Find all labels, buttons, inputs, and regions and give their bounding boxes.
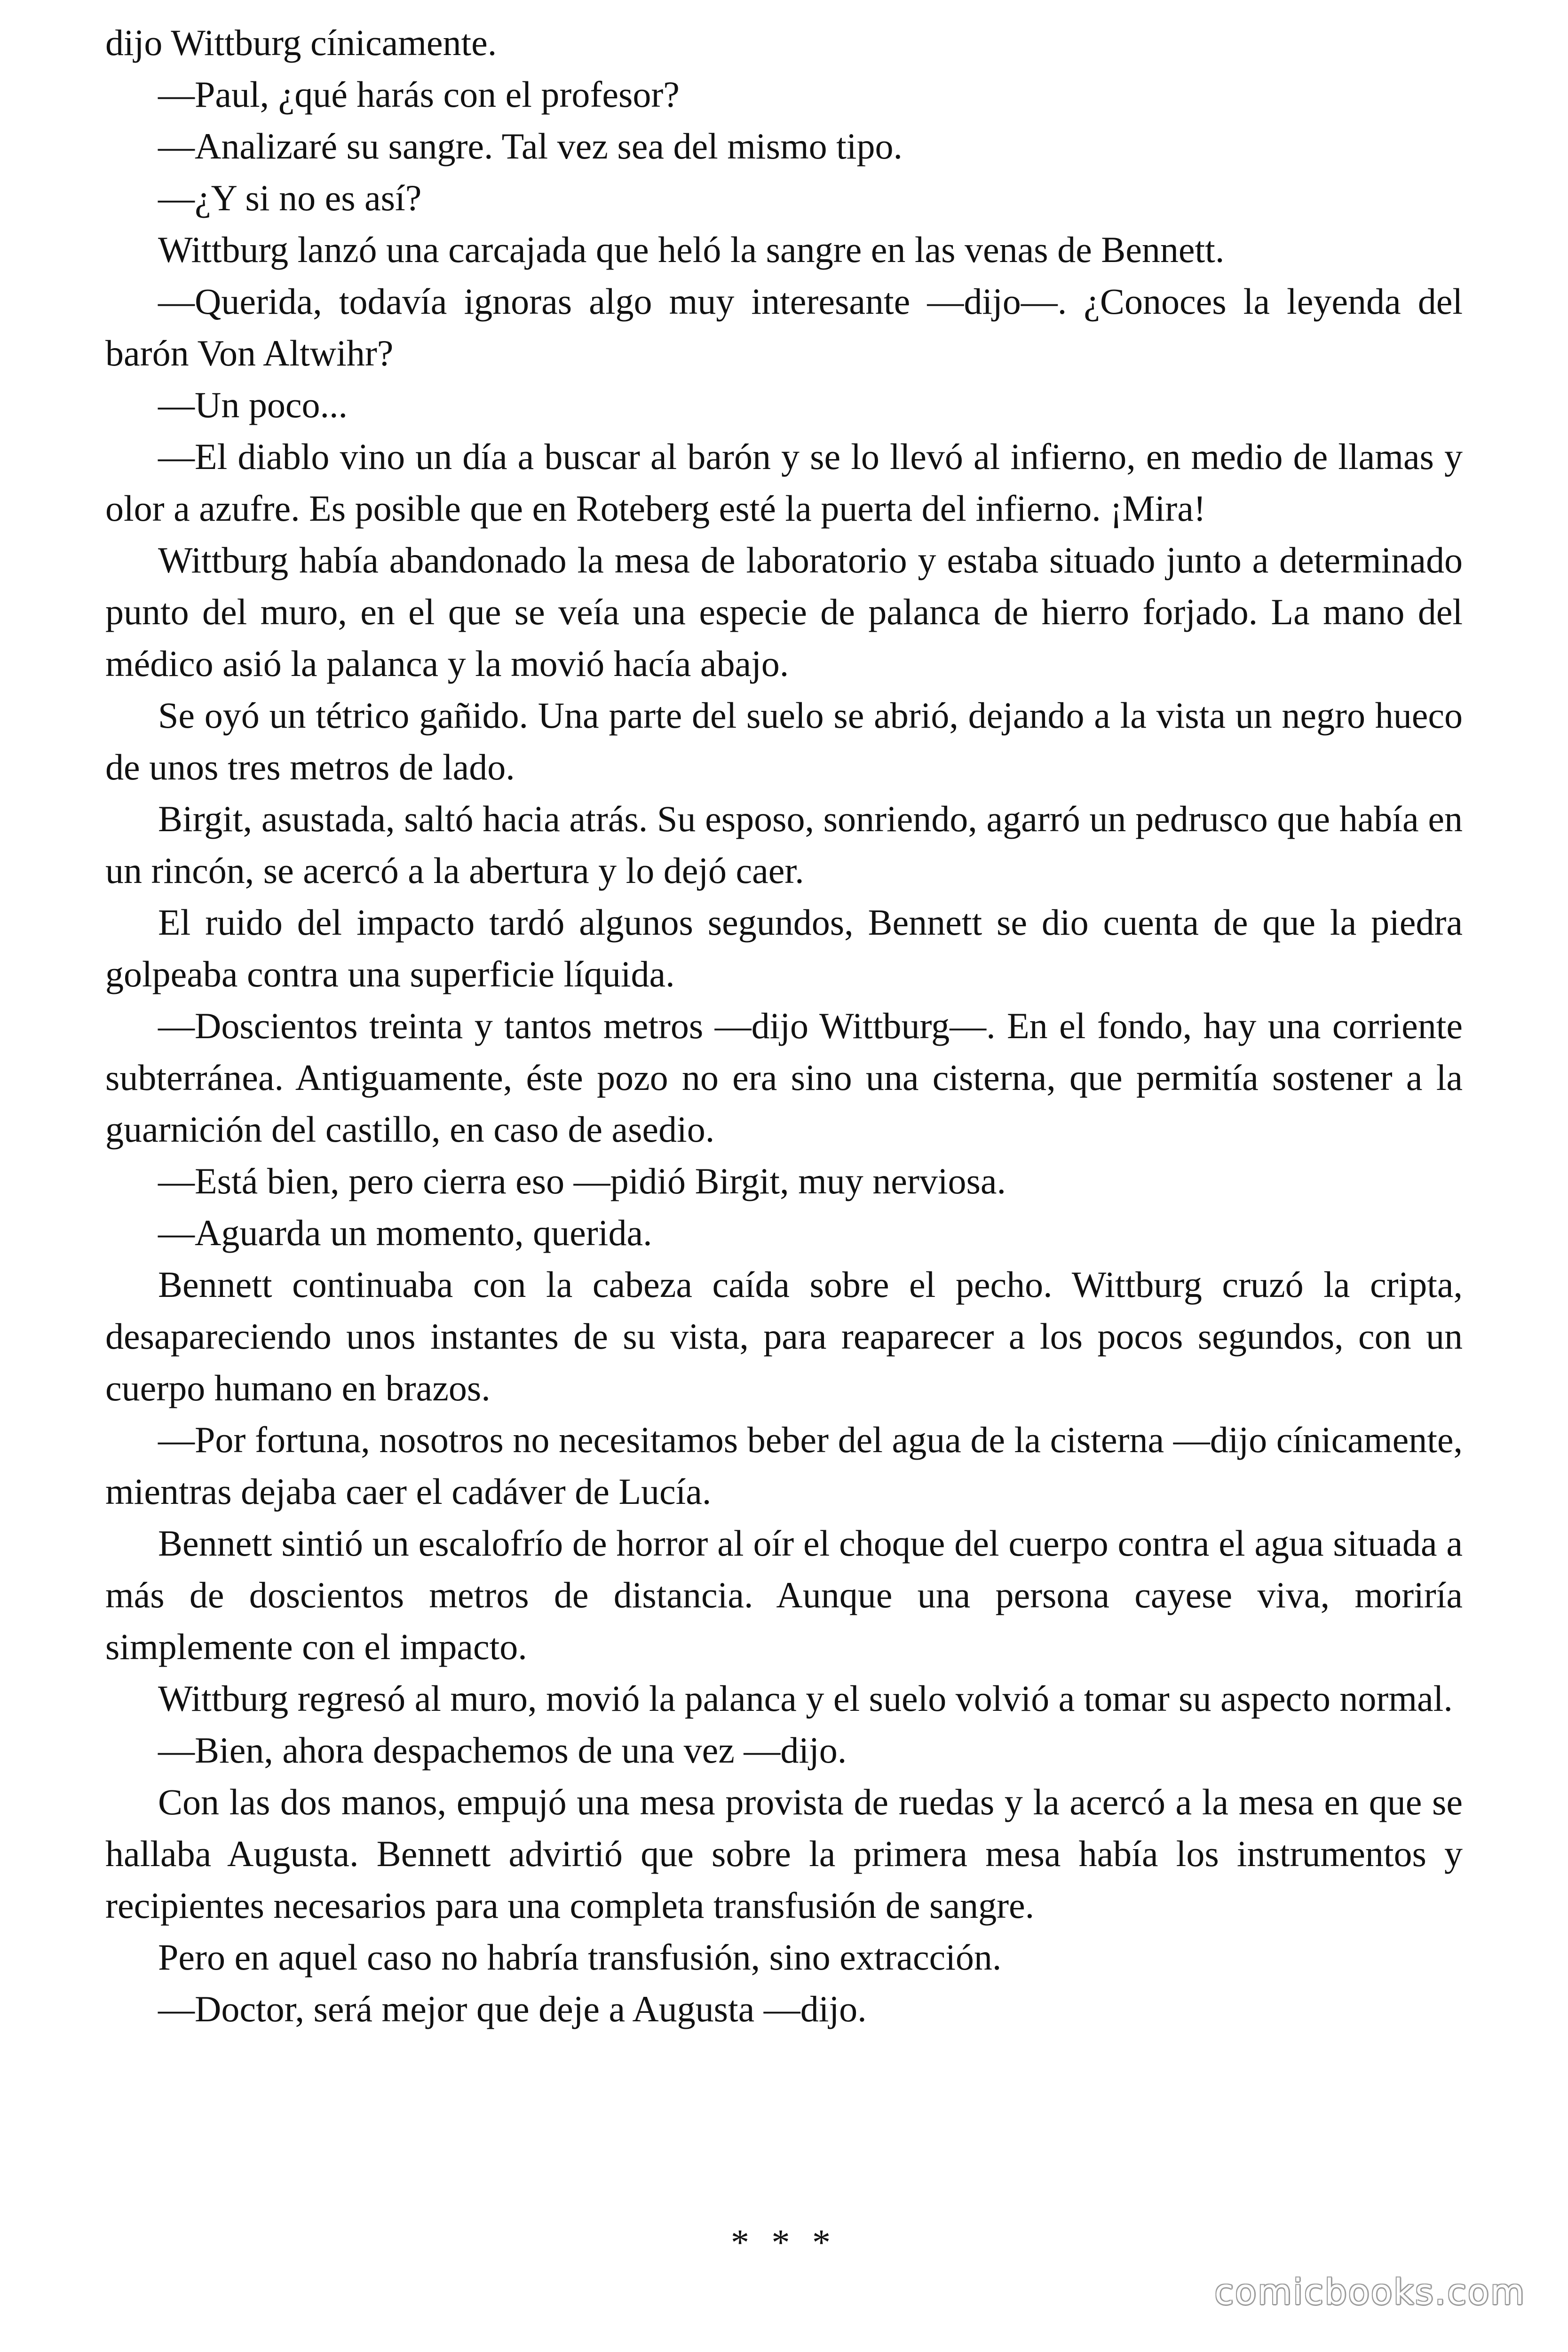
paragraph: Wittburg regresó al muro, movió la palanca y el suelo volvió a tomar su aspecto normal. bbox=[158, 1678, 1453, 1719]
paragraph: Se oyó un tétrico gañido. Una parte del suelo se abrió, dejando a la vista un negro hueco de unos tres metros de lado. bbox=[105, 695, 1463, 787]
paragraph: —¿Y si no es así? bbox=[158, 177, 422, 218]
paragraph: —Aguarda un momento, querida. bbox=[158, 1212, 652, 1253]
paragraph: Bennett sintió un escalofrío de horror al oír el choque del cuerpo contra el agua situada a más de doscientos metros de distancia. Aunque una persona cayese viva, moriría simplemente con el impacto. bbox=[105, 1523, 1463, 1667]
watermark: comicbooks.com bbox=[1214, 2272, 1526, 2312]
paragraph: Wittburg había abandonado la mesa de laboratorio y estaba situado junto a determinado punto del muro, en el que se veía una especie de palanca de hierro forjado. La mano del médico asió la palanca y la movió hacía abajo. bbox=[105, 540, 1463, 684]
scene-separator: * * * bbox=[731, 2222, 837, 2263]
paragraph: —Doscientos treinta y tantos metros —dijo Wittburg—. En el fondo, hay una corriente subterránea. Antiguamente, éste pozo no era sino una cisterna, que permitía sostener a la guarnición del castillo, en caso de asedio. bbox=[105, 1005, 1463, 1150]
paragraph: —Un poco... bbox=[158, 384, 348, 425]
paragraph: El ruido del impacto tardó algunos segundos, Bennett se dio cuenta de que la piedra golpeaba contra una superficie líquida. bbox=[105, 902, 1463, 994]
page-text bbox=[105, 17, 1463, 2035]
paragraph: Birgit, asustada, saltó hacia atrás. Su esposo, sonriendo, agarró un pedrusco que había en un rincón, se acercó a la abertura y lo dejó caer. bbox=[105, 798, 1463, 891]
paragraph-continuation: dijo Wittburg cínicamente. bbox=[105, 22, 497, 63]
paragraph: —Bien, ahora despachemos de una vez —dijo. bbox=[158, 1730, 847, 1771]
paragraph: —Analizaré su sangre. Tal vez sea del mismo tipo. bbox=[158, 126, 903, 167]
paragraph: —El diablo vino un día a buscar al barón y se lo llevó al infierno, en medio de llamas y olor a azufre. Es posible que en Roteberg esté la puerta del infierno. ¡Mira! bbox=[105, 436, 1463, 529]
paragraph: Bennett continuaba con la cabeza caída sobre el pecho. Wittburg cruzó la cripta, desapareciendo unos instantes de su vista, para reaparecer a los pocos segundos, con un cuerpo humano en brazos. bbox=[105, 1264, 1463, 1408]
paragraph: —Doctor, será mejor que deje a Augusta —dijo. bbox=[158, 1988, 867, 2029]
paragraph: —Está bien, pero cierra eso —pidió Birgit, muy nerviosa. bbox=[158, 1160, 1006, 1201]
paragraph: Pero en aquel caso no habría transfusión, sino extracción. bbox=[158, 1937, 1002, 1978]
paragraph: Wittburg lanzó una carcajada que heló la sangre en las venas de Bennett. bbox=[158, 229, 1225, 270]
paragraph: —Paul, ¿qué harás con el profesor? bbox=[158, 74, 680, 115]
paragraph: —Por fortuna, nosotros no necesitamos beber del agua de la cisterna —dijo cínicamente, mientras dejaba caer el cadáver de Lucía. bbox=[105, 1419, 1463, 1512]
paragraph: Con las dos manos, empujó una mesa provista de ruedas y la acercó a la mesa en que se hallaba Augusta. Bennett advirtió que sobre la primera mesa había los instrumentos y recipientes necesarios para una completa transfusión de sangre. bbox=[105, 1781, 1463, 1926]
paragraph: —Querida, todavía ignoras algo muy interesante —dijo—. ¿Conoces la leyenda del barón Von Altwihr? bbox=[105, 281, 1463, 373]
